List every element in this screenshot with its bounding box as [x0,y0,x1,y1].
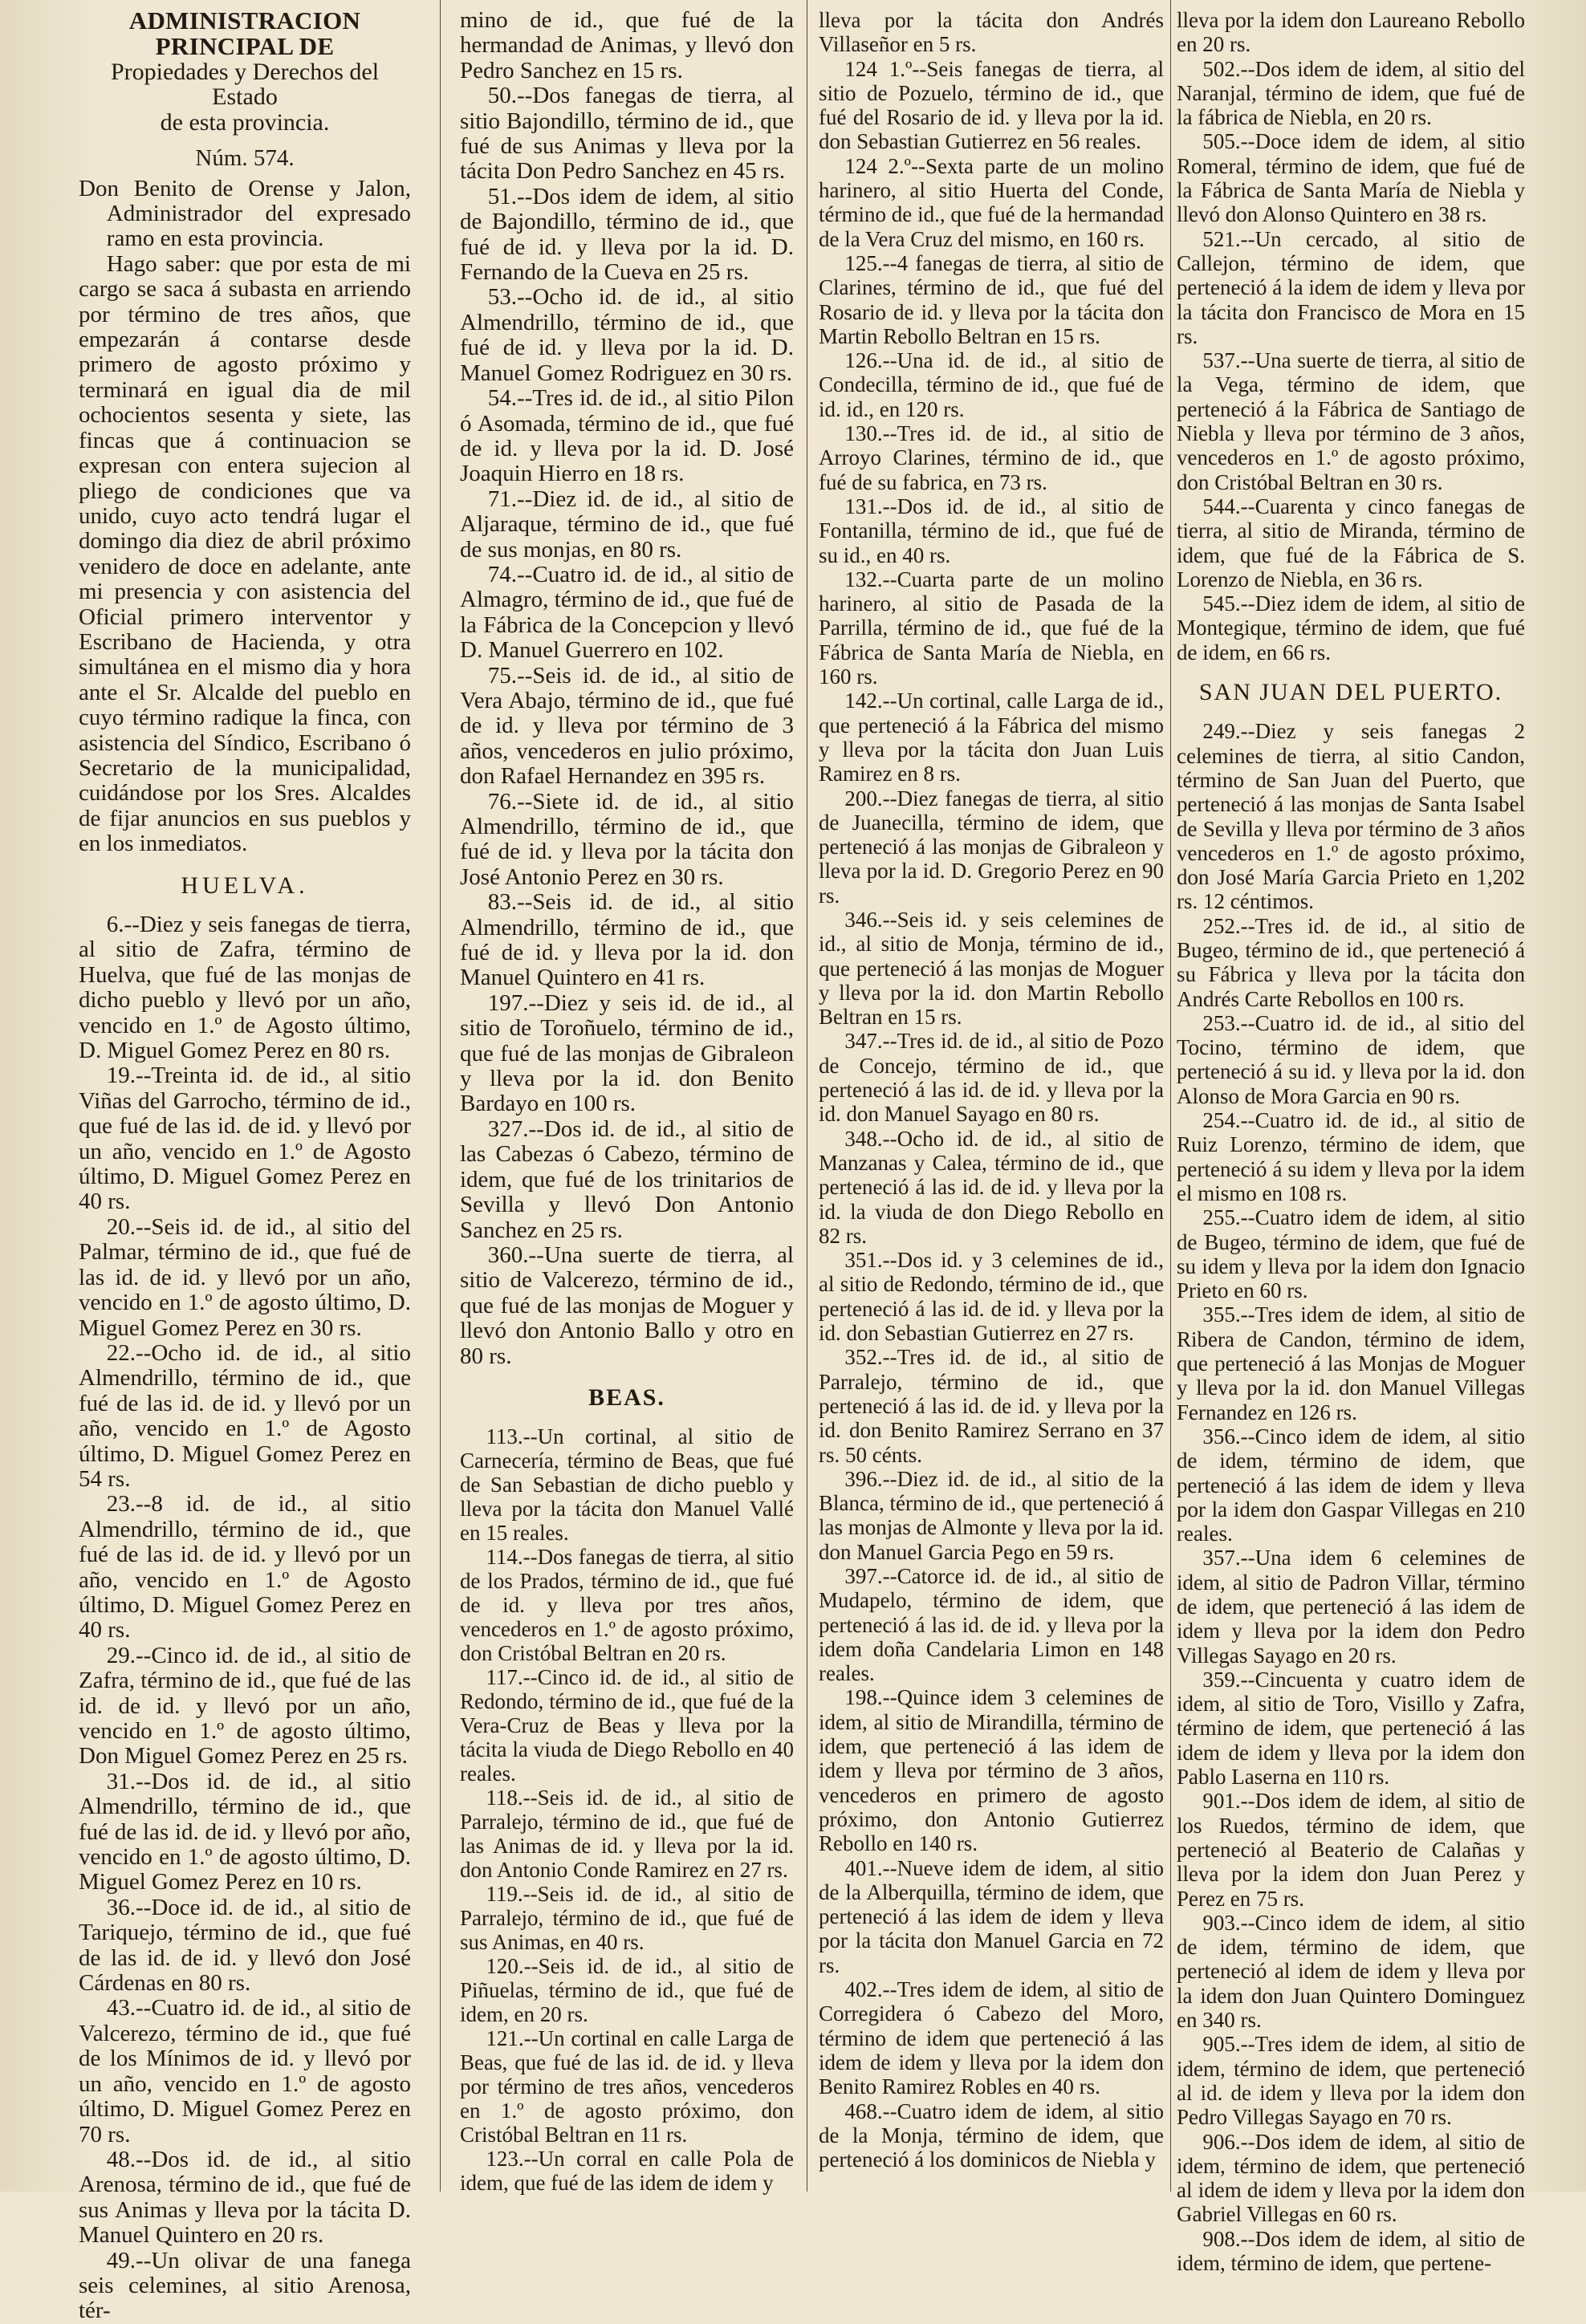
entry: 29.--Cinco id. de id., al sitio de Zafra, término de id., que fué de las id. de id. y llevó por un año, vencido en 1.º de agosto último, Don Miguel Gomez Perez en 25 rs. [79,1642,411,1769]
entry: 396.--Diez id. de id., al sitio de la Blanca, término de id., que perteneció á las monjas de Almonte y lleva por la id. don Manuel Garcia Pego en 59 rs. [819,1466,1164,1564]
entries-san-juan [1177,719,1525,2275]
entry: 906.--Dos idem de idem, al sitio de idem, término de idem, que perteneció al idem de idem y lleva por la idem don Gabriel Villegas en 60 rs. [1177,2129,1525,2227]
entry-continuation: lleva por la idem don Laureano Rebollo en 20 rs. [1177,8,1525,57]
entry: 48.--Dos id. de id., al sitio Arenosa, término de id., que fué de sus Animas y lleva por la tácita D. Manuel Quintero en 20 rs. [79,2146,411,2249]
section-heading-huelva: HUELVA. [181,872,309,899]
entry: 355.--Tres idem de idem, al sitio de Ribera de Candon, término de idem, que perteneció á las Monjas de Moguer y lleva por la id. don Manuel Villegas Fernandez en 126 rs. [1177,1302,1525,1424]
entry: 360.--Una suerte de tierra, al sitio de Valcerezo, término de id., que fué de las monjas de Moguer y llevó don Antonio Ballo y otro en 80 rs. [460,1241,794,1369]
entry: 83.--Seis id. de id., al sitio Almendrillo, término de id., que fué de id. y lleva por la id. don Manuel Quintero en 41 rs. [460,889,794,991]
entry: 124 2.º--Sexta parte de un molino harinero, al sitio Huerta del Conde, término de id., que fué de la hermandad de la Vera Cruz del mismo, en 160 rs. [819,153,1164,251]
entry: 198.--Quince idem 3 celemines de idem, al sitio de Mirandilla, término de idem, que perteneció á las idem de idem y lleva por término de 3 años, vencederos en primero de agosto próximo, don Antonio Gutierrez Rebollo en 140 rs. [819,1685,1164,1856]
entry: 397.--Catorce id. de id., al sitio de Mudapelo, término de idem, que perteneció á las id. de id. y lleva por la idem doña Candelaria Limon en 148 reales. [819,1564,1164,1686]
notice-province: de esta provincia. [160,108,330,136]
entry: 49.--Un olivar de una fanega seis celemines, al sitio Arenosa, tér- [79,2247,411,2324]
entry: 401.--Nueve idem de idem, al sitio de la Alberquilla, término de idem, que perteneció á las idem de idem y lleva por la tácita don Manuel Garcia en 72 rs. [819,1855,1164,1977]
entry: 54.--Tres id. de id., al sitio Pilon ó Asomada, término de id., que fué de id. y lleva por la id. D. José Joaquin Hierro en 18 rs. [460,385,794,487]
entry: 76.--Siete id. de id., al sitio Almendrillo, término de id., que fué de id. y lleva por la tácita don José Antonio Perez en 30 rs. [460,788,794,890]
entry: 36.--Doce id. de id., al sitio de Tariquejo, término de id., que fué de las id. de id. y llevó don José Cárdenas en 80 rs. [79,1894,411,1997]
section-heading-beas: BEAS. [588,1383,665,1411]
entry: 43.--Cuatro id. de id., al sitio de Valcerezo, término de id., que fué de los Mínimos de id. y llevó por un año, vencido en 1.º de agosto último, D. Miguel Gomez Perez en 70 rs. [79,1995,411,2147]
entry: 537.--Una suerte de tierra, al sitio de la Vega, término de idem, que perteneció á la Fábrica de Santiago de Niebla y lleva por término de 3 años, vencederos en 1.º de agosto próximo, don Cristóbal Beltran en 30 rs. [1177,348,1525,494]
entry: 125.--4 fanegas de tierra, al sitio de Clarines, término de id., que fué del Rosario de id. y lleva por la tácita don Martin Rebollo Beltran en 15 rs. [819,250,1164,348]
entry: 74.--Cuatro id. de id., al sitio de Almagro, término de id., que fué de la Fábrica de la Concepcion y llevó D. Manuel Guerrero en 102. [460,561,794,664]
entry: 75.--Seis id. de id., al sitio de Vera Abajo, término de id., que fué de id. y lleva por término de 3 años, vencederos en julio próximo, don Rafael Hernandez en 395 rs. [460,662,794,790]
entry: 327.--Dos id. de id., al sitio de las Cabezas ó Cabezo, término de idem, que fué de los trinitarios de Sevilla y llevó Don Antonio Sanchez en 25 rs. [460,1115,794,1243]
entry: 113.--Un cortinal, al sitio de Carnecería, término de Beas, que fué de San Sebastian de dicho pueblo y lleva por la tácita don Manuel Vallé en 15 reales. [460,1424,794,1546]
entry: 50.--Dos fanegas de tierra, al sitio Bajondillo, término de id., que fué de sus Animas y lleva por la tácita Don Pedro Sanchez en 45 rs. [460,83,794,185]
entry: 132.--Cuarta parte de un molino harinero, al sitio de Pasada de la Parrilla, término de id., que fué de la Fábrica de Santa María de Niebla, en 160 rs. [819,567,1164,689]
entries-beas [460,1424,794,2195]
entry: 545.--Diez idem de idem, al sitio de Montegique, término de idem, que fué de idem, en 66 rs. [1177,591,1525,664]
entry: 117.--Cinco id. de id., al sitio de Redondo, término de id., que fué de la Vera-Cruz de Beas y lleva por la tácita la viuda de Diego Rebollo en 40 reales. [460,1665,794,1786]
entry: 356.--Cinco idem de idem, al sitio de idem, término de idem, que perteneció á las idem de idem y lleva por la idem don Gaspar Villegas en 210 reales. [1177,1424,1525,1546]
column-4 [1177,8,1525,2276]
notice-number: Núm. 574. [195,145,295,172]
entry: 357.--Una idem 6 celemines de idem, al sitio de Padron Villar, término de idem, que perteneció á las idem de idem y lleva por la idem don Pedro Villegas Sayago en 20 rs. [1177,1546,1525,1668]
entry: 119.--Seis id. de id., al sitio de Parralejo, término de id., que fué de sus Animas, en 40 rs. [460,1882,794,1955]
entry: 142.--Un cortinal, calle Larga de id., que perteneció á la Fábrica del mismo y lleva por la tácita don Juan Luis Ramirez en 8 rs. [819,689,1164,786]
entry: 51.--Dos idem de idem, al sitio de Bajondillo, término de id., que fué de id. y lleva por la id. D. Fernando de la Cueva en 25 rs. [460,183,794,286]
entry: 502.--Dos idem de idem, al sitio del Naranjal, término de idem, que fué de la fábrica de Niebla, en 20 rs. [1177,56,1525,130]
notice-body: Hago saber: que por esta de mi cargo se saca á subasta en arriendo por término de tres años, que empezarán á contarse desde primero de agosto próximo y terminará en igual dia de mil ochocientos sesenta y siete, las fincas que á continuacion se expresan con entera sujecion al pliego de condiciones que va unido, cuyo acto tendrá lugar el domingo dia diez de abril próximo venidero de doce en adelante, ante mi presencia y con asistencia del Oficial primero interventor y Escribano de Hacienda, y otra simultánea en el mismo dia y hora ante el Sr. Alcalde del pueblo en cuyo término radique la finca, con asistencia del Síndico, Escribano ó Secretario de la municipalidad, cuidándose por los Sres. Alcaldes de fijar anuncios en sus pueblos y en los inmediatos. [79,250,411,857]
entry: 71.--Diez id. de id., al sitio de Aljaraque, término de id., que fué de sus monjas, en 80 rs. [460,486,794,563]
notice-title: ADMINISTRACION PRINCIPAL DE [128,6,361,60]
entry: 131.--Dos id. de id., al sitio de Fontanilla, término de id., que fué de su id., en 40 rs. [819,494,1164,567]
entry: 200.--Diez fanegas de tierra, al sitio de Juanecilla, término de idem, que perteneció á las monjas de Gibraleon y lleva por la id. D. Gregorio Perez en 90 rs. [819,786,1164,908]
entry: 114.--Dos fanegas de tierra, al sitio de los Prados, término de id., que fué de id. y lleva por tres años, vencederos en 1.º de agosto próximo, don Cristóbal Beltran en 20 rs. [460,1545,794,1666]
entry: 521.--Un cercado, al sitio de Callejon, término de idem, que perteneció á la idem de idem y lleva por la tácita don Francisco de Mora en 15 rs. [1177,226,1525,348]
entry: 22.--Ocho id. de id., al sitio Almendrillo, término de id., que fué de las id. de id. y llevó por un año, vencido en 1.º de Agosto último, D. Miguel Gomez Perez en 54 rs. [79,1339,411,1492]
entry: 120.--Seis id. de id., al sitio de Piñuelas, término de id., que fué de idem, en 20 rs. [460,1954,794,2027]
entry-continuation: mino de id., que fué de la hermandad de Animas, y llevó don Pedro Sanchez en 15 rs. [460,7,794,83]
entry-continuation: lleva por la tácita don Andrés Villaseñor en 5 rs. [819,8,1164,57]
entry: 359.--Cincuenta y cuatro idem de idem, al sitio de Toro, Visillo y Zafra, término de idem, que perteneció á las idem de idem y lleva por la idem don Pablo Laserna en 110 rs. [1177,1667,1525,1790]
entry: 53.--Ocho id. de id., al sitio Almendrillo, término de id., que fué de id. y lleva por la id. D. Manuel Gomez Rodriguez en 30 rs. [460,284,794,386]
entry: 351.--Dos id. y 3 celemines de id., al sitio de Redondo, término de id., que perteneció á las id. de id. y lleva por la id. don Sebastian Gutierrez en 27 rs. [819,1248,1164,1346]
entry: 197.--Diez y seis id. de id., al sitio de Toroñuelo, término de id., que fué de las monjas de Gibraleon y lleva por la id. don Benito Bardayo en 100 rs. [460,989,794,1117]
notice-intro: Don Benito de Orense y Jalon, Administrador del expresado ramo en esta provincia. [79,175,411,252]
entry: 249.--Diez y seis fanegas 2 celemines de tierra, al sitio Candon, término de San Juan del Puerto, que perteneció á las monjas de Santa Isabel de Sevilla y lleva por término de 3 años vencederos en 1.º de agosto próximo, don José María Garcia Prieto en 1,202 rs. 12 céntimos. [1177,719,1525,914]
entry: 346.--Seis id. y seis celemines de id., al sitio de Monja, término de id., que perteneció á las monjas de Moguer y lleva por la id. don Martin Rebollo Beltran en 15 rs. [819,907,1164,1030]
entry: 20.--Seis id. de id., al sitio del Palmar, término de id., que fué de las id. de id. y llevó por un año, vencido en 1.º de agosto último, D. Miguel Gomez Perez en 30 rs. [79,1213,411,1341]
entry: 254.--Cuatro id. de id., al sitio de Ruiz Lorenzo, término de idem, que perteneció á su idem y lleva por la idem el mismo en 108 rs. [1177,1108,1525,1205]
entry: 123.--Un corral en calle Pola de idem, que fué de las idem de idem y [460,2147,794,2196]
entry: 352.--Tres id. de id., al sitio de Parralejo, término de id., que perteneció á las id. de id. y lleva por la id. don Benito Ramirez Serrano en 37 rs. 50 cénts. [819,1345,1164,1467]
entry: 901.--Dos idem de idem, al sitio de los Ruedos, término de idem, que perteneció al Beaterio de Calañas y lleva por la idem don Juan Perez y Perez en 75 rs. [1177,1789,1525,1911]
entry: 19.--Treinta id. de id., al sitio Viñas del Garrocho, término de id., que fué de las id. de id. y llevó por un año, vencido en 1.º de Agosto último, D. Miguel Gomez Perez en 40 rs. [79,1062,411,1215]
entry: 903.--Cinco idem de idem, al sitio de idem, término de idem, que perteneció al idem de idem y lleva por la idem don Juan Quintero Dominguez en 340 rs. [1177,1910,1525,2033]
entry: 348.--Ocho id. de id., al sitio de Manzanas y Calea, término de id., que perteneció á las id. de id. y lleva por la id. la viuda de don Diego Rebollo en 82 rs. [819,1126,1164,1248]
column-3 [819,8,1164,2183]
entry: 252.--Tres id. de id., al sitio de Bugeo, término de id., que perteneció á su Fábrica y lleva por la tácita don Andrés Carte Rebollos en 100 rs. [1177,913,1525,1011]
entry: 347.--Tres id. de id., al sitio de Pozo de Concejo, término de id., que perteneció á las id. de id. y lleva por la id. don Manuel Sayago en 80 rs. [819,1029,1164,1127]
entry: 130.--Tres id. de id., al sitio de Arroyo Clarines, término de id., que fué de su fabrica, en 73 rs. [819,421,1164,494]
entry: 6.--Diez y seis fanegas de tierra, al sitio de Zafra, término de Huelva, que fué de las monjas de dicho pueblo y llevó por un año, vencido en 1.º de Agosto último, D. Miguel Gomez Perez en 80 rs. [79,912,411,1064]
column-rule [440,0,441,2192]
entry: 23.--8 id. de id., al sitio Almendrillo, término de id., que fué de las id. de id. y llevó por un año, vencido en 1.º de Agosto último, D. Miguel Gomez Perez en 40 rs. [79,1491,411,1643]
entry: 468.--Cuatro idem de idem, al sitio de la Monja, término de idem, que perteneció á los dominicos de Niebla y [819,2099,1164,2172]
entry: 544.--Cuarenta y cinco fanegas de tierra, al sitio de Miranda, término de idem, que fué de la Fábrica de S. Lorenzo de Niebla, en 36 rs. [1177,494,1525,591]
entry: 31.--Dos id. de id., al sitio Almendrillo, término de id., que fué de las id. de id. y llevó por año, vencido en 1.º de agosto último, D. Miguel Gomez Perez en 10 rs. [79,1768,411,1895]
notice-subtitle: Propiedades y Derechos del Estado [110,59,380,111]
entry: 253.--Cuatro id. de id., al sitio del Tocino, término de idem, que perteneció á su id. y lleva por la id. don Alonso de Mora Garcia en 90 rs. [1177,1010,1525,1108]
entry: 255.--Cuatro idem de idem, al sitio de Bugeo, término de idem, que fué de su idem y lleva por la idem don Ignacio Prieto en 60 rs. [1177,1205,1525,1303]
column-2 [460,7,794,2196]
column-1 [79,6,411,2324]
entry: 124 1.º--Seis fanegas de tierra, al sitio de Pozuelo, término de id., que fué del Rosario de id. y lleva por la id. don Sebastian Gutierrez en 56 reales. [819,56,1164,154]
section-heading-san-juan: SAN JUAN DEL PUERTO. [1198,679,1503,706]
entry: 126.--Una id. de id., al sitio de Condecilla, término de id., que fué de id. id., en 120 rs. [819,348,1164,421]
entry: 118.--Seis id. de id., al sitio de Parralejo, término de id., que fué de las Animas de id. y lleva por la id. don Antonio Conde Ramirez en 27 rs. [460,1786,794,1883]
column-rule [1170,0,1171,2192]
entry: 908.--Dos idem de idem, al sitio de idem, término de idem, que pertene- [1177,2226,1525,2276]
entries-huelva [79,912,411,2324]
entry: 402.--Tres idem de idem, al sitio de Corregidera ó Cabezo del Moro, término de idem que perteneció á las idem de idem y lleva por la idem don Benito Ramirez Robles en 40 rs. [819,1977,1164,2099]
entry: 905.--Tres idem de idem, al sitio de idem, término de idem, que perteneció al id. de idem y lleva por la idem don Pedro Villegas Sayago en 70 rs. [1177,2032,1525,2130]
entry: 505.--Doce idem de idem, al sitio Romeral, término de idem, que fué de la Fábrica de Santa María de Niebla y llevó don Alonso Quintero en 38 rs. [1177,129,1525,227]
entry: 121.--Un cortinal en calle Larga de Beas, que fué de las id. de id. y lleva por término de tres años, vencederos en 1.º de agosto próximo, don Cristóbal Beltran en 11 rs. [460,2026,794,2147]
